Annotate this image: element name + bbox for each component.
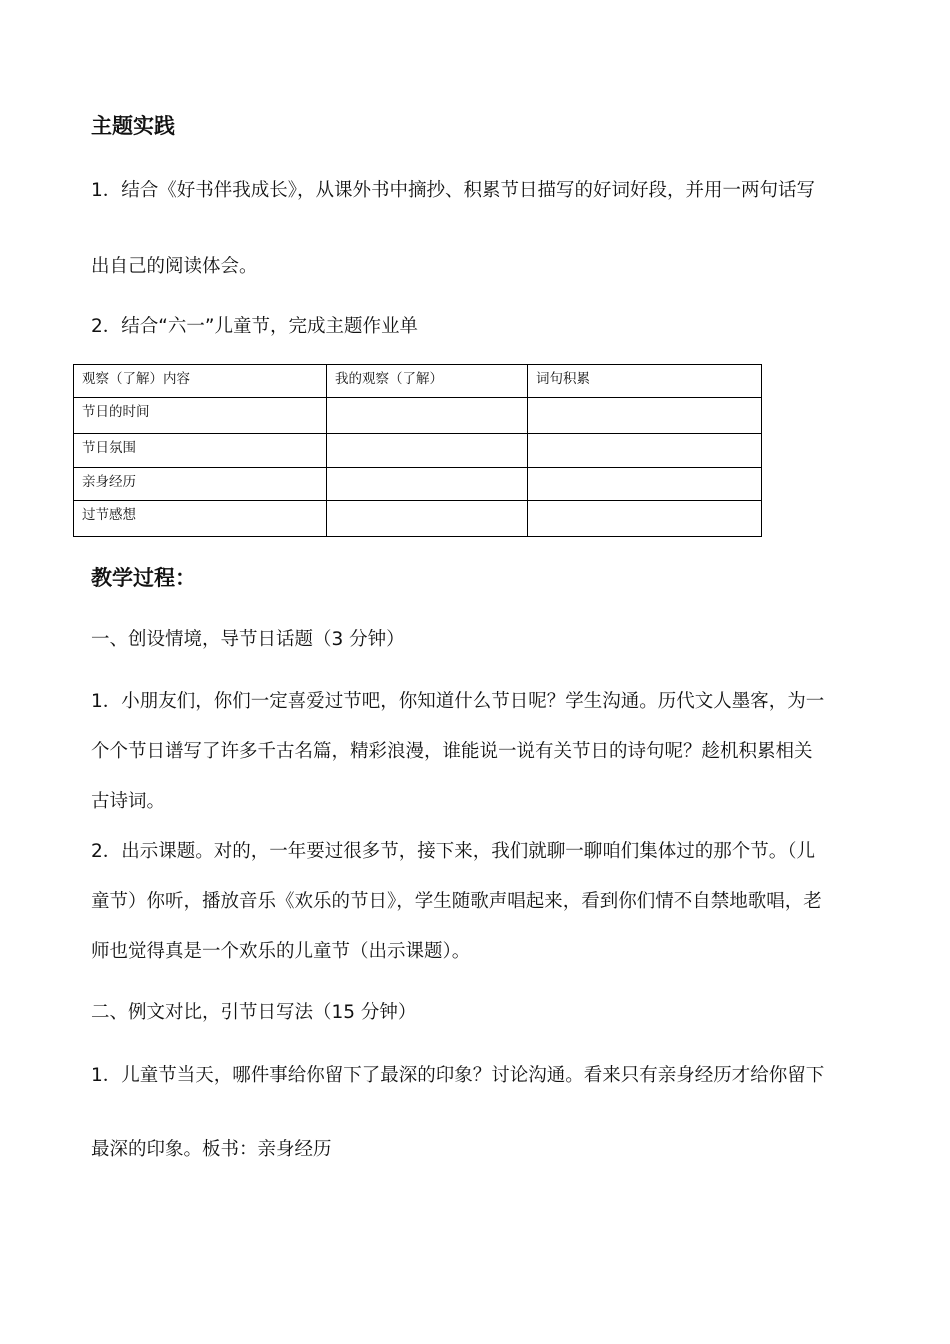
worksheet-row-label: 亲身经历 [74, 468, 327, 501]
worksheet-row [74, 501, 762, 537]
worksheet-answer-cell[interactable] [528, 434, 762, 468]
process-title: 教学过程： [91, 566, 196, 590]
part-2-heading: 二、例文对比，引节日写法（15 分钟） [91, 1002, 417, 1023]
worksheet-header-cell: 词句积累 [528, 365, 762, 398]
practice-item-1-line-2: 出自己的阅读体会。 [91, 256, 258, 277]
worksheet-row [74, 398, 762, 434]
part-1-paragraph-1-line-1: 1．小朋友们，你们一定喜爱过节吧，你知道什么节日呢？学生沟通。历代文人墨客，为一 [91, 691, 825, 712]
part-1-paragraph-2-line-2: 童节）你听，播放音乐《欢乐的节日》，学生随歌声唱起来，看到你们情不自禁地歌唱，老 [91, 891, 822, 912]
part-1-paragraph-1-line-2: 个个节日谱写了许多千古名篇，精彩浪漫，谁能说一说有关节日的诗句呢？趁机积累相关 [91, 741, 813, 762]
worksheet-answer-cell[interactable] [528, 468, 762, 501]
worksheet-header-cell: 我的观察（了解） [327, 365, 528, 398]
practice-item-2: 2．结合“六一”儿童节，完成主题作业单 [91, 316, 418, 337]
worksheet-row [74, 468, 762, 501]
worksheet-answer-cell[interactable] [327, 434, 528, 468]
worksheet-header-cell: 观察（了解）内容 [74, 365, 327, 398]
worksheet-row-label: 节日的时间 [74, 398, 327, 434]
part-1-heading: 一、创设情境，导节日话题（3 分钟） [91, 629, 405, 650]
worksheet-table [73, 364, 762, 537]
worksheet-row [74, 434, 762, 468]
worksheet-answer-cell[interactable] [528, 501, 762, 537]
part-2-paragraph-1-line-1: 1．儿童节当天，哪件事给你留下了最深的印象？讨论沟通。看来只有亲身经历才给你留下 [91, 1065, 825, 1086]
worksheet-row-label: 节日氛围 [74, 434, 327, 468]
worksheet-answer-cell[interactable] [327, 501, 528, 537]
worksheet-answer-cell[interactable] [528, 398, 762, 434]
worksheet-header-row [74, 365, 762, 398]
part-1-paragraph-2-line-3: 师也觉得真是一个欢乐的儿童节（出示课题）。 [91, 941, 471, 962]
practice-item-1-line-1: 1．结合《好书伴我成长》，从课外书中摘抄、积累节日描写的好词好段，并用一两句话写 [91, 180, 816, 201]
worksheet-answer-cell[interactable] [327, 398, 528, 434]
part-1-paragraph-2-line-1: 2．出示课题。对的，一年要过很多节，接下来，我们就聊一聊咱们集体过的那个节。（儿 [91, 841, 816, 862]
practice-title: 主题实践 [91, 114, 175, 138]
worksheet-answer-cell[interactable] [327, 468, 528, 501]
part-2-paragraph-1-line-2: 最深的印象。板书：亲身经历 [91, 1139, 332, 1160]
part-1-paragraph-1-line-3: 古诗词。 [91, 791, 166, 812]
worksheet-row-label: 过节感想 [74, 501, 327, 537]
